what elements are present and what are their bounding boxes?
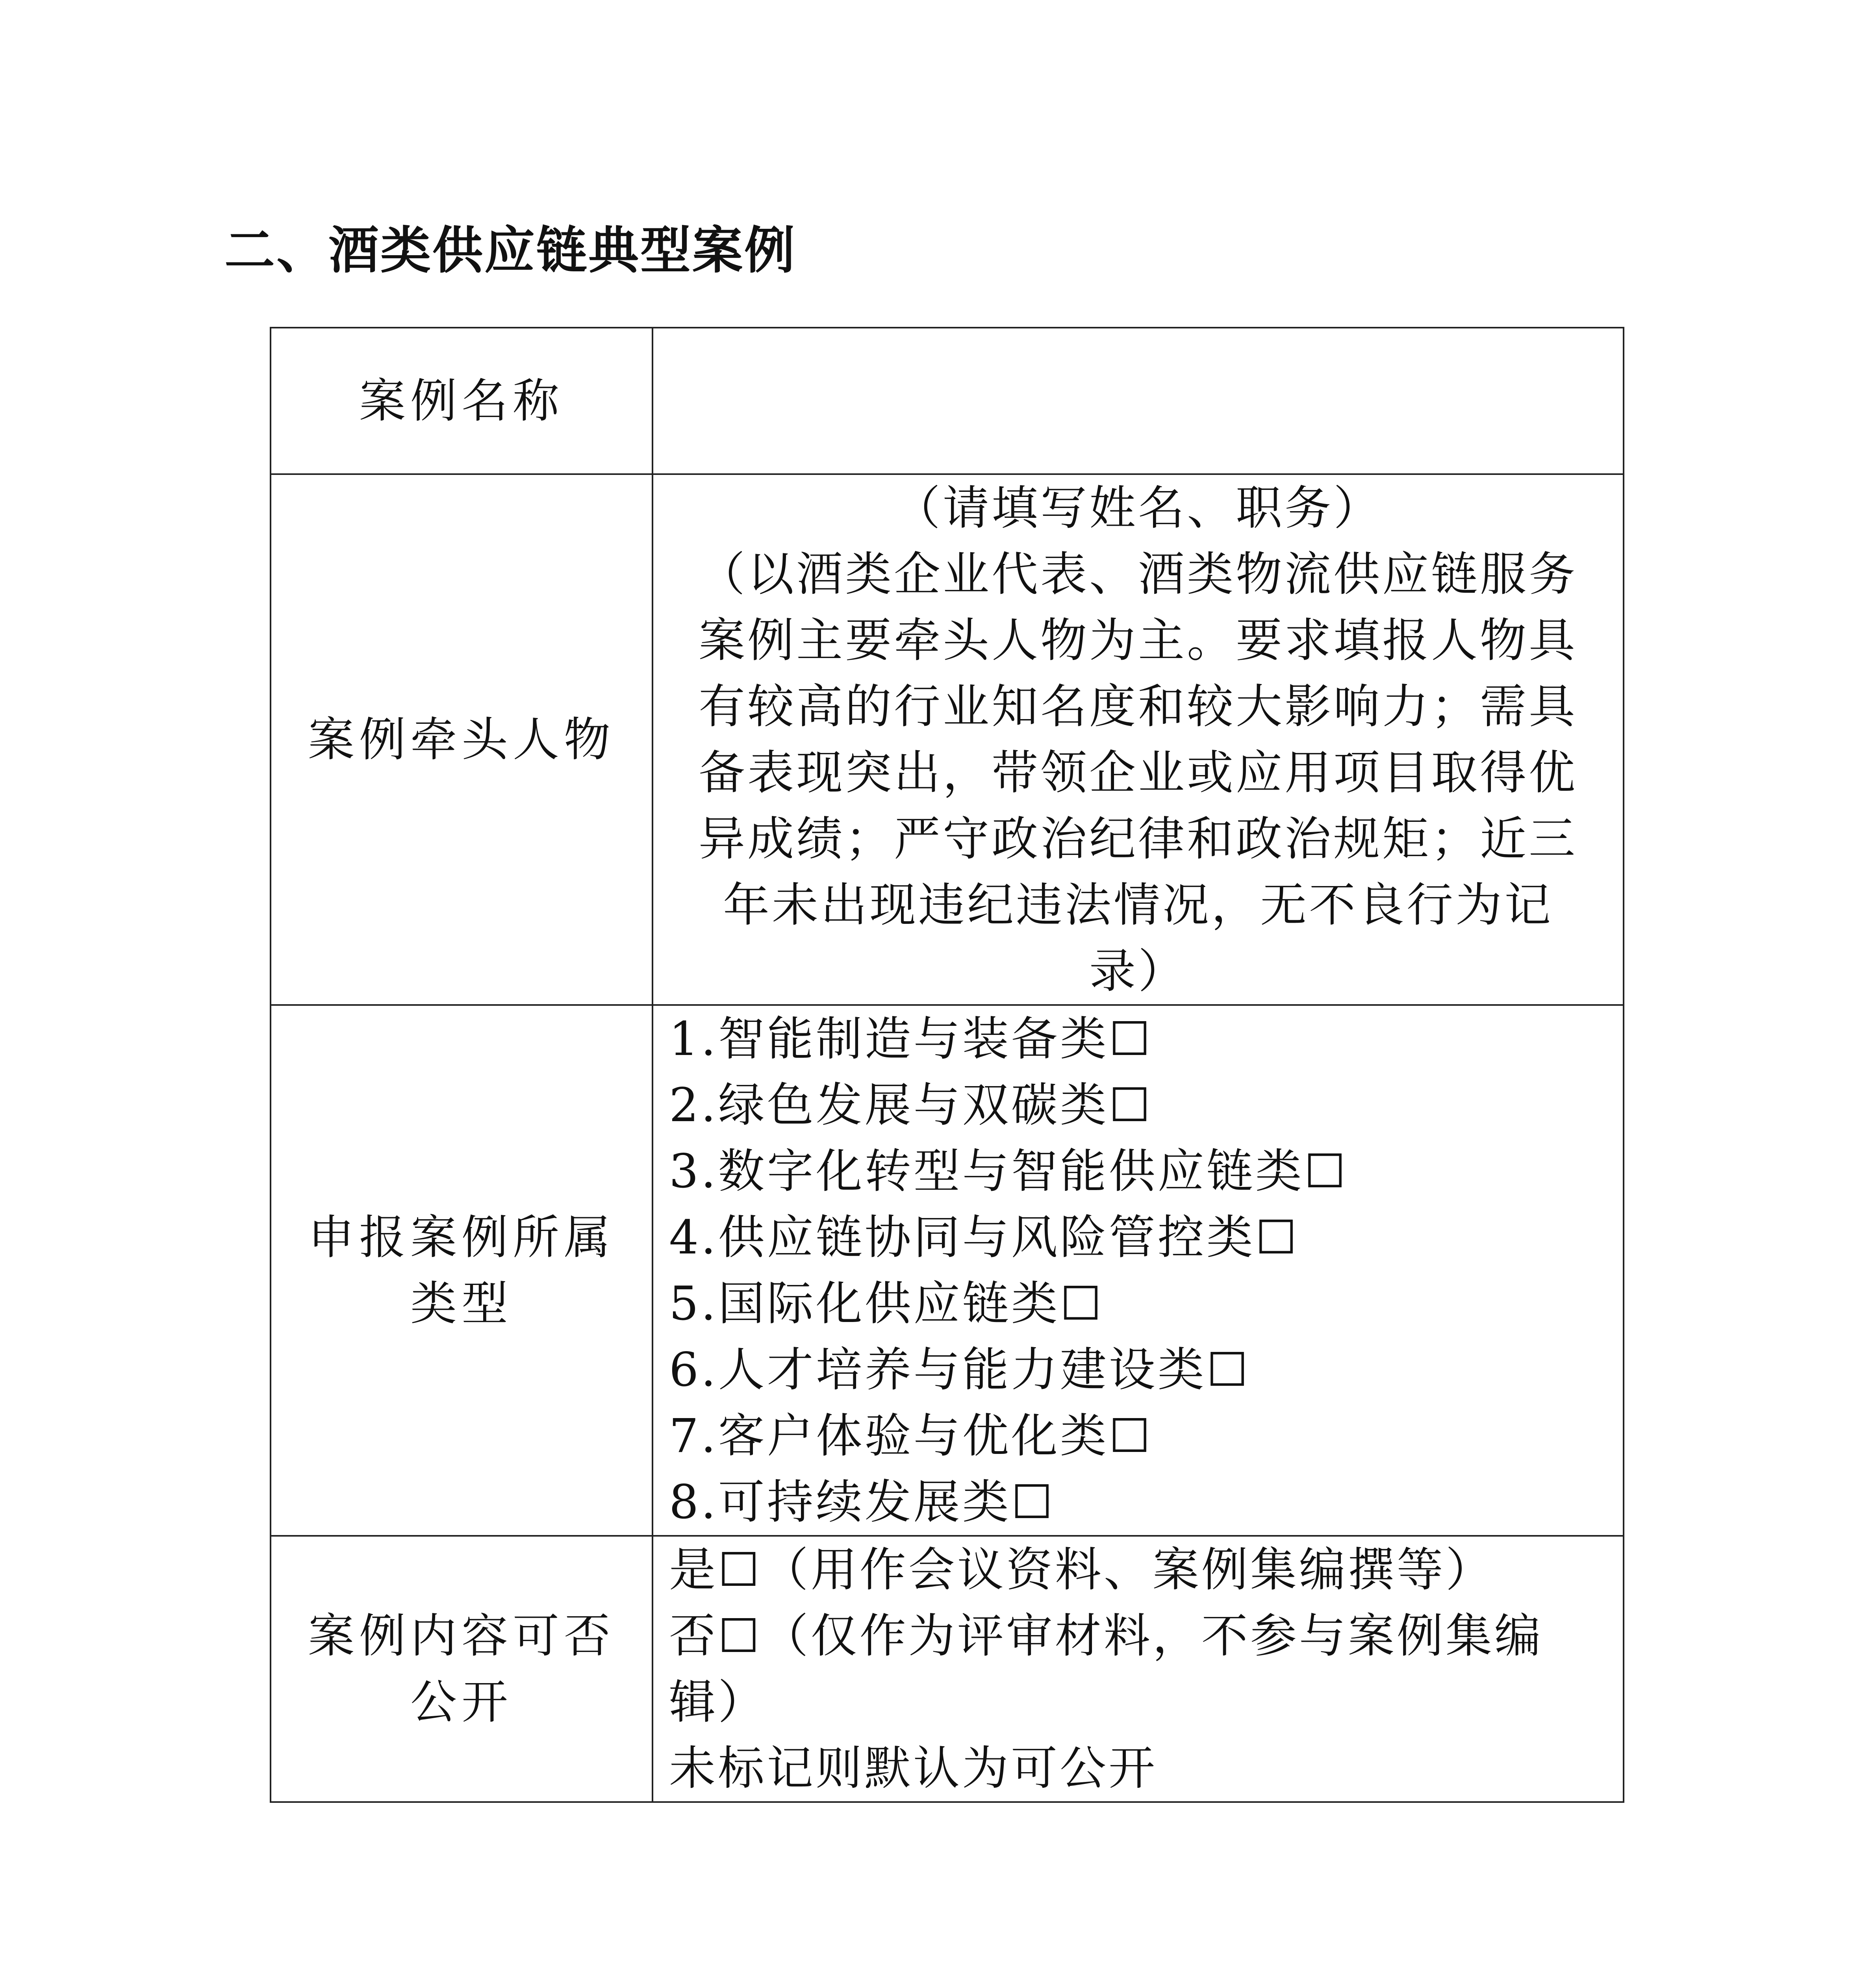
row-case-name xyxy=(271,328,1624,474)
section-heading: 二、酒类供应链典型案例 xyxy=(224,221,797,280)
value-case-name[interactable] xyxy=(653,328,1624,474)
row-public xyxy=(271,1536,1624,1802)
public-option-no[interactable]: 否☐（仅作为评审材料，不参与案例集编 xyxy=(669,1609,1543,1663)
lead-person-note-line: 案例主要牵头人物为主。要求填报人物具 xyxy=(698,613,1578,667)
public-option-no-continued: 辑） xyxy=(669,1675,767,1729)
label-case-name: 案例名称 xyxy=(271,328,653,474)
label-public xyxy=(271,1536,653,1802)
lead-person-note-line: 录） xyxy=(1089,944,1187,998)
lead-person-note-line: 年未出现违纪违法情况，无不良行为记 xyxy=(723,878,1553,932)
lead-person-note-line: 备表现突出，带领企业或应用项目取得优 xyxy=(698,745,1578,800)
row-case-type xyxy=(271,1005,1624,1536)
label-case-type-line: 申报案例所属 xyxy=(308,1210,615,1264)
value-lead-person[interactable] xyxy=(653,474,1624,1005)
lead-person-hint: （请填写姓名、职务） xyxy=(894,481,1382,535)
case-type-option-3[interactable]: 3.数字化转型与智能供应链类☐ xyxy=(669,1144,1348,1198)
case-form-table xyxy=(270,327,1624,1803)
public-option-yes[interactable]: 是☐（用作会议资料、案例集编撰等） xyxy=(669,1543,1494,1597)
case-type-option-5[interactable]: 5.国际化供应链类☐ xyxy=(669,1276,1104,1331)
label-case-type-line: 类型 xyxy=(410,1276,513,1331)
row-lead-person xyxy=(271,474,1624,1005)
lead-person-note-line: 异成绩；严守政治纪律和政治规矩；近三 xyxy=(698,812,1578,866)
label-public-line: 公开 xyxy=(410,1675,513,1729)
label-lead-person: 案例牵头人物 xyxy=(271,474,653,1005)
label-case-type xyxy=(271,1005,653,1536)
label-public-line: 案例内容可否 xyxy=(308,1609,615,1663)
case-type-option-1[interactable]: 1.智能制造与装备类☐ xyxy=(669,1012,1153,1066)
case-type-option-2[interactable]: 2.绿色发展与双碳类☐ xyxy=(669,1078,1153,1132)
value-case-type xyxy=(653,1005,1624,1536)
case-type-option-8[interactable]: 8.可持续发展类☐ xyxy=(669,1475,1055,1529)
lead-person-note-line: （以酒类企业代表、酒类物流供应链服务 xyxy=(698,547,1578,601)
lead-person-note-line: 有较高的行业知名度和较大影响力；需具 xyxy=(698,679,1578,734)
public-default-note: 未标记则默认为可公开 xyxy=(669,1741,1158,1795)
value-public xyxy=(653,1536,1624,1802)
case-type-option-6[interactable]: 6.人才培养与能力建设类☐ xyxy=(669,1342,1251,1397)
case-type-option-7[interactable]: 7.客户体验与优化类☐ xyxy=(669,1409,1153,1463)
case-type-option-4[interactable]: 4.供应链协同与风险管控类☐ xyxy=(669,1210,1299,1264)
